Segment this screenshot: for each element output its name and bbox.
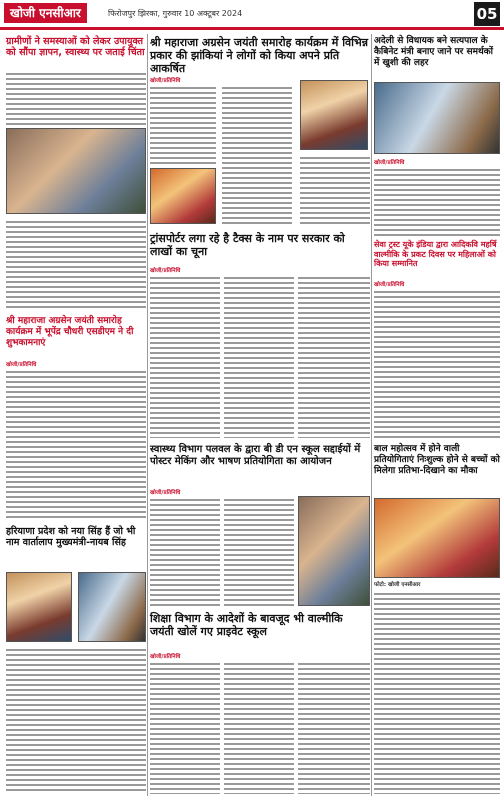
page-number: 05 (474, 2, 500, 26)
story-9-photo (374, 498, 500, 578)
story-7-photo-2 (78, 572, 146, 642)
newspaper-brand: खोजी एनसीआर (4, 3, 87, 23)
column-divider (147, 34, 148, 796)
story-3-body (374, 166, 500, 236)
story-1-photo (6, 128, 146, 214)
story-5-col-2 (224, 274, 294, 438)
story-1-body (6, 70, 146, 126)
story-2-byline: खोजी/प्रतिनिधि (150, 78, 181, 84)
story-7-body (6, 646, 146, 794)
story-2-headline: श्री महाराजा अग्रसेन जयंती समारोह कार्यक्रम में विभिन्न प्रकार की झांकियां ने लोगों को किया अपने प्रति आकर्षित (150, 36, 369, 76)
edition-meta: फिरोजपुर झिरका, गुरुवार 10 अक्टूबर 2024 (108, 9, 243, 18)
story-10-col-1 (150, 660, 220, 794)
story-6-byline: खोजी/प्रतिनिधि (374, 282, 405, 288)
story-5-headline: ट्रांसपोर्टर लगा रहे है टैक्स के नाम पर सरकार को लाखों का चूना (150, 232, 345, 259)
story-10-col-2 (224, 660, 294, 794)
story-2-col-1 (150, 84, 216, 164)
story-7-photo (6, 572, 72, 642)
story-1-body-2 (6, 218, 146, 310)
masthead (0, 0, 504, 30)
story-2-photo-2 (150, 168, 216, 224)
story-8-col-2 (224, 496, 294, 606)
story-1-headline: ग्रामीणों ने समस्याओं को लेकर उपायुक्त को सौंपा ज्ञापन, स्वास्थ्य पर जताई चिंता (6, 36, 145, 59)
story-6-headline: सेवा ट्रस्ट यूके इंडिया द्वारा आदिकवि महर्षि वाल्मीकि के प्रकट दिवस पर महिलाओं को किया सम्मानित (374, 240, 497, 269)
story-8-headline: स्वास्थ्य विभाग पलवल के द्वारा बी डी एन स्कूल सद्दाईयों में पोस्टर मेकिंग और भाषण प्रतियोगिता का आयोजन (150, 444, 361, 467)
story-8-col-1 (150, 496, 220, 606)
story-10-headline: शिक्षा विभाग के आदेशों के बावजूद भी वाल्मीकि जयंती खोलें गए प्राइवेट स्कूल (150, 612, 343, 639)
story-8-byline: खोजी/प्रतिनिधि (150, 490, 181, 496)
story-5-col-1 (150, 274, 220, 438)
story-9-headline: बाल महोत्सव में होने वाली प्रतियोगिताएं निःशुल्क होने से बच्चों को मिलेगा प्रतिभा-दिखाने का मौका (374, 444, 500, 476)
story-4-headline: श्री महाराजा अग्रसेन जयंती समारोह कार्यक्रम में भूपेंद्र चौधरी एसडीएम ने दी शुभकामनाएं (6, 316, 134, 348)
story-6-body (374, 288, 500, 438)
story-3-photo (374, 82, 500, 154)
story-3-headline: अदेली से विधायक बने सत्यपाल के कैबिनेट मंत्री बनाए जाने पर समर्थकों में खुशी की लहर (374, 36, 493, 68)
story-9-body (374, 590, 500, 794)
story-10-byline: खोजी/प्रतिनिधि (150, 654, 181, 660)
story-4-body (6, 368, 146, 520)
story-10-col-3 (298, 660, 370, 794)
column-divider (371, 34, 372, 796)
story-7-headline: हरियाणा प्रदेश को नया सिंह हैं जो भी नाम वार्तालाप मुख्यमंत्री-नायब सिंह (6, 526, 136, 549)
story-3-byline: खोजी/प्रतिनिधि (374, 160, 405, 166)
story-2-col-3 (300, 154, 370, 224)
story-2-photo (300, 80, 368, 150)
story-4-byline: खोजी/प्रतिनिधि (6, 362, 37, 368)
story-8-photo (298, 496, 370, 606)
story-9-caption: फोटो: खोजी एनसीआर (374, 582, 421, 588)
story-5-col-3 (298, 274, 370, 438)
story-2-col-2 (222, 84, 292, 224)
story-5-byline: खोजी/प्रतिनिधि (150, 268, 181, 274)
